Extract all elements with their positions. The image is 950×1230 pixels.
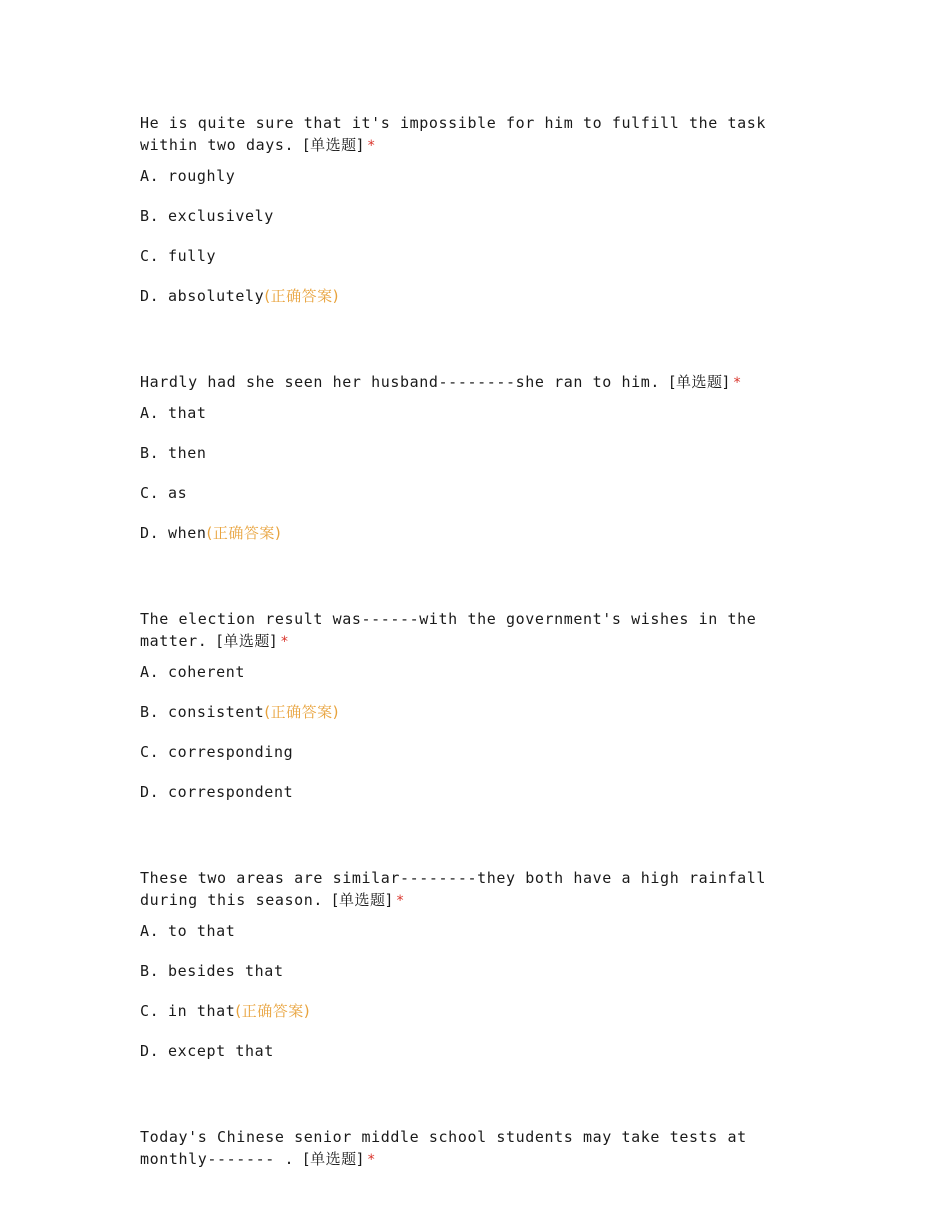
option-c[interactable]	[140, 245, 820, 285]
question-type-tag: [单选题]	[217, 632, 277, 650]
option-letter: B.	[140, 962, 160, 980]
option-letter: D.	[140, 287, 160, 305]
question-1	[140, 112, 820, 325]
correct-answer-label: (正确答案)	[264, 287, 340, 305]
option-d[interactable]	[140, 522, 820, 562]
option-text: then	[168, 444, 207, 462]
correct-answer-label: (正确答案)	[264, 703, 340, 721]
question-5	[140, 1126, 820, 1171]
option-c[interactable]	[140, 482, 820, 522]
option-d[interactable]	[140, 1040, 820, 1080]
option-letter: D.	[140, 1042, 160, 1060]
option-text: in that	[168, 1002, 236, 1020]
option-text: correspondent	[168, 783, 294, 801]
option-b[interactable]	[140, 442, 820, 482]
option-d[interactable]	[140, 781, 820, 821]
option-letter: D.	[140, 524, 160, 542]
option-letter: D.	[140, 783, 160, 801]
required-asterisk: *	[366, 1152, 376, 1168]
question-text: The election result was------with the government's wishes in the matter.	[140, 610, 757, 650]
option-letter: C.	[140, 484, 160, 502]
question-2	[140, 371, 820, 562]
option-letter: B.	[140, 444, 160, 462]
question-stem	[140, 867, 820, 912]
option-b[interactable]	[140, 205, 820, 245]
option-letter: B.	[140, 207, 160, 225]
question-stem	[140, 608, 820, 653]
option-letter: C.	[140, 743, 160, 761]
question-text: Hardly had she seen her husband--------she ran to him.	[140, 373, 661, 391]
option-text: except that	[168, 1042, 274, 1060]
question-3	[140, 608, 820, 821]
option-letter: B.	[140, 703, 160, 721]
required-asterisk: *	[366, 138, 376, 154]
option-text: roughly	[168, 167, 236, 185]
question-type-tag: [单选题]	[332, 891, 392, 909]
option-text: besides that	[168, 962, 284, 980]
option-text: exclusively	[168, 207, 274, 225]
option-text: corresponding	[168, 743, 294, 761]
question-type-tag: [单选题]	[303, 136, 363, 154]
quiz-document	[140, 112, 820, 1217]
required-asterisk: *	[732, 375, 742, 391]
required-asterisk: *	[280, 634, 290, 650]
option-letter: A.	[140, 404, 160, 422]
option-letter: C.	[140, 247, 160, 265]
option-letter: A.	[140, 167, 160, 185]
question-text: Today's Chinese senior middle school students may take tests at monthly------- .	[140, 1128, 747, 1168]
option-text: absolutely	[168, 287, 265, 305]
question-stem	[140, 371, 820, 394]
option-a[interactable]	[140, 402, 820, 442]
option-text: fully	[168, 247, 217, 265]
option-d[interactable]	[140, 285, 820, 325]
question-type-tag: [单选题]	[669, 373, 729, 391]
question-text: These two areas are similar--------they both have a high rainfall during this season.	[140, 869, 766, 909]
question-type-tag: [单选题]	[303, 1150, 363, 1168]
option-text: that	[168, 404, 207, 422]
option-text: consistent	[168, 703, 265, 721]
correct-answer-label: (正确答案)	[206, 524, 282, 542]
question-stem	[140, 1126, 820, 1171]
option-a[interactable]	[140, 920, 820, 960]
option-text: to that	[168, 922, 236, 940]
option-a[interactable]	[140, 661, 820, 701]
question-4	[140, 867, 820, 1080]
option-text: when	[168, 524, 207, 542]
required-asterisk: *	[395, 893, 405, 909]
option-letter: A.	[140, 922, 160, 940]
option-letter: A.	[140, 663, 160, 681]
option-c[interactable]	[140, 1000, 820, 1040]
option-text: as	[168, 484, 188, 502]
question-stem	[140, 112, 820, 157]
option-text: coherent	[168, 663, 246, 681]
option-b[interactable]	[140, 960, 820, 1000]
option-a[interactable]	[140, 165, 820, 205]
option-c[interactable]	[140, 741, 820, 781]
question-text: He is quite sure that it's impossible for him to fulfill the task within two days.	[140, 114, 766, 154]
option-b[interactable]	[140, 701, 820, 741]
option-letter: C.	[140, 1002, 160, 1020]
correct-answer-label: (正确答案)	[235, 1002, 311, 1020]
